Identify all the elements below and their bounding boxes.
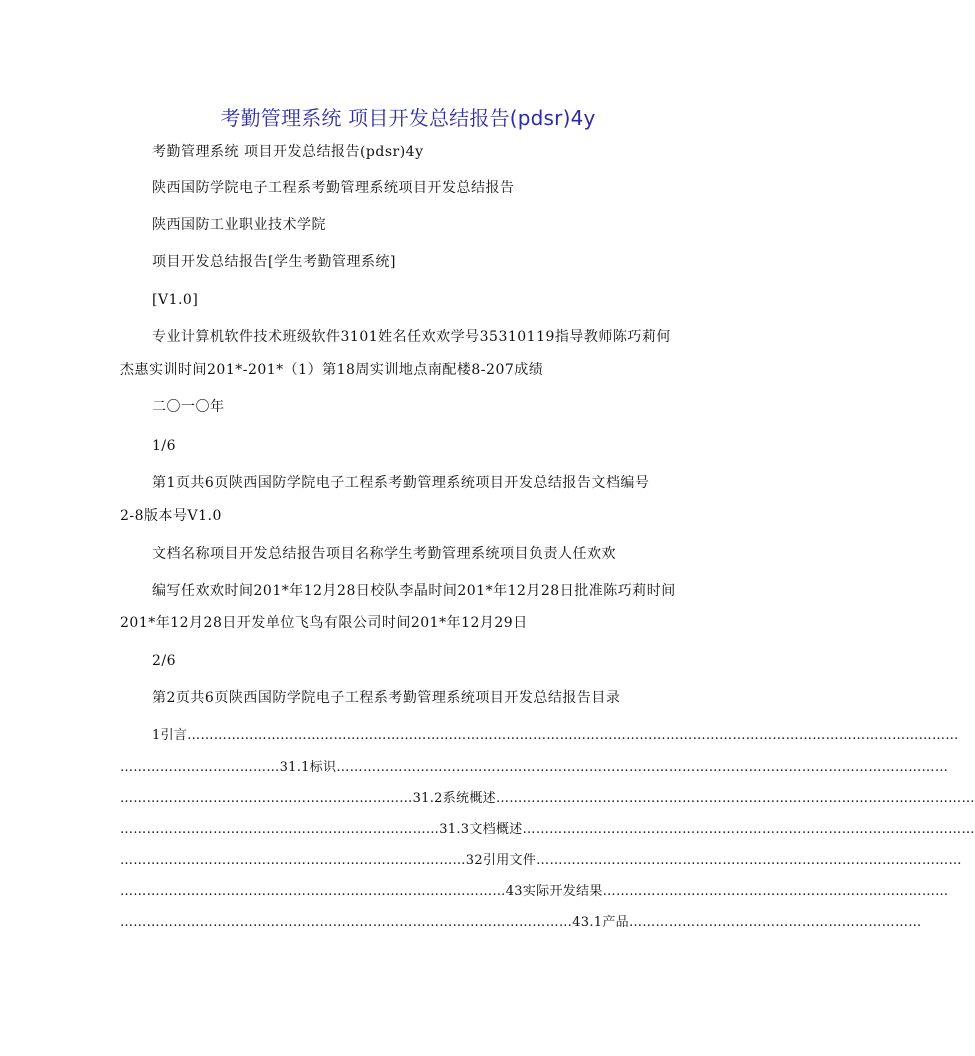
toc-entry-1: 1引言………………………………………………………………………………………………………………………………………………………… — [152, 728, 959, 743]
toc-entry-3: …………………………………………………………31.2系统概述……………………………………………………………………………………………… — [120, 791, 975, 806]
text-line-5: [V1.0] — [152, 292, 199, 308]
page-number-2: 2/6 — [152, 653, 177, 669]
text-line-11: 2-8版本号V1.0 — [120, 508, 222, 524]
text-line-4: 项目开发总结报告[学生考勤管理系统] — [152, 254, 396, 270]
toc-entry-7: …………………………………………………………………………………………43.1产品………………………………………………………… — [120, 915, 922, 930]
text-line-1: 考勤管理系统 项目开发总结报告(pdsr)4y — [152, 144, 424, 160]
toc-entry-6: ……………………………………………………………………………43实际开发结果…………………………………………………………………… — [120, 884, 949, 899]
text-line-7: 杰惠实训时间201*-201*（1）第18周实训地点南配楼8-207成绩 — [120, 362, 544, 378]
text-line-6: 专业计算机软件技术班级软件3101姓名任欢欢学号35310119指导教师陈巧莉何 — [152, 329, 671, 345]
document-title: 考勤管理系统 项目开发总结报告(pdsr)4y — [220, 106, 596, 130]
page-number-1: 1/6 — [152, 438, 177, 454]
text-line-13: 编写任欢欢时间201*年12月28日校队李晶时间201*年12月28日批准陈巧莉时间 — [152, 583, 676, 599]
toc-entry-2: ………………………………31.1标识………………………………………………………………………………………………………………………… — [120, 760, 949, 775]
toc-entry-5: ……………………………………………………………………32引用文件…………………………………………………………………………………… — [120, 853, 962, 868]
text-line-12: 文档名称项目开发总结报告项目名称学生考勤管理系统项目负责人任欢欢 — [152, 546, 616, 562]
text-line-8: 二〇一〇年 — [152, 399, 225, 415]
toc-entry-4: ………………………………………………………………31.3文档概述………………………………………………………………………………………… — [120, 822, 975, 837]
text-line-16: 第2页共6页陕西国防学院电子工程系考勤管理系统项目开发总结报告目录 — [152, 690, 621, 706]
text-line-10: 第1页共6页陕西国防学院电子工程系考勤管理系统项目开发总结报告文档编号 — [152, 475, 650, 491]
text-line-3: 陕西国防工业职业技术学院 — [152, 217, 326, 233]
text-line-14: 201*年12月28日开发单位飞鸟有限公司时间201*年12月29日 — [120, 615, 528, 631]
text-line-2: 陕西国防学院电子工程系考勤管理系统项目开发总结报告 — [152, 180, 515, 196]
